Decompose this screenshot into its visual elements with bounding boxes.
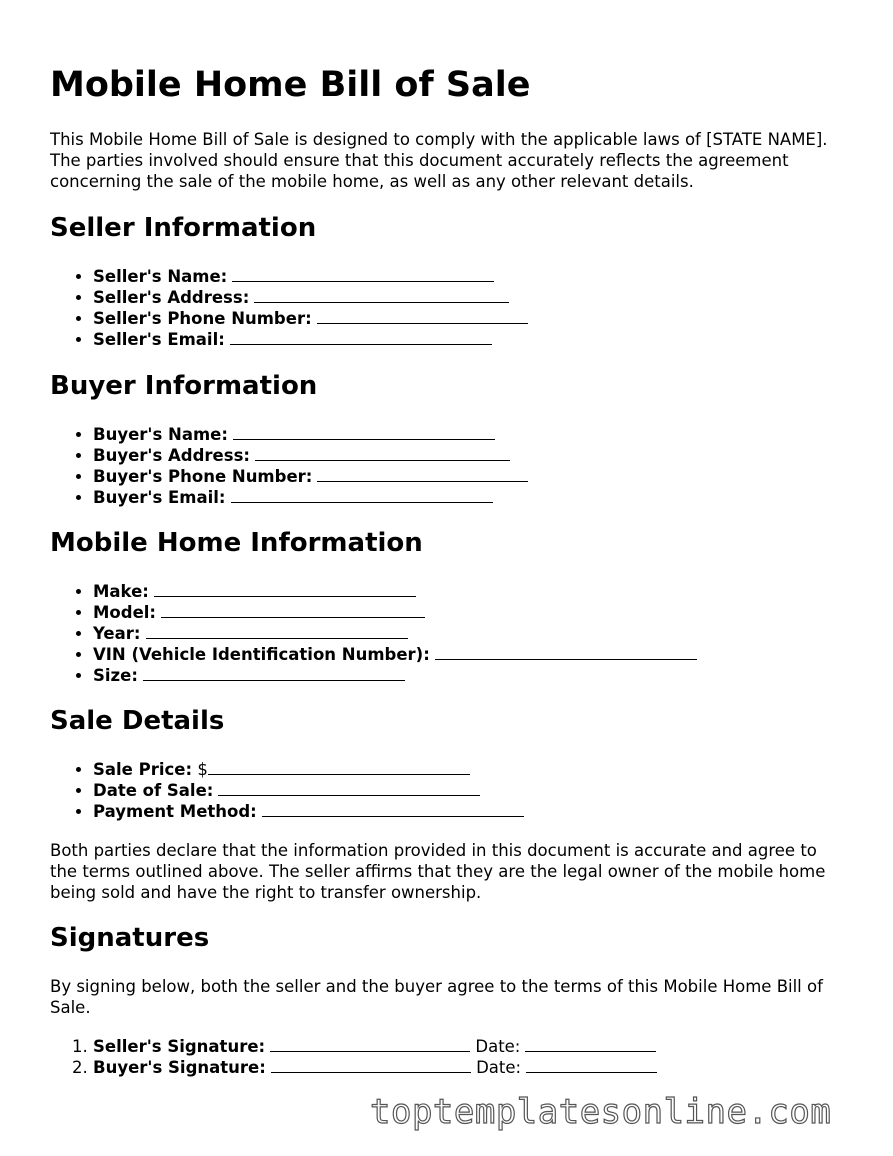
- seller-heading: Seller Information: [50, 213, 317, 243]
- list-item: [93, 287, 528, 308]
- seller-name-field[interactable]: [232, 266, 494, 282]
- list-item: [93, 445, 528, 466]
- vin-field[interactable]: [435, 644, 697, 660]
- seller-phone-label: Seller's Phone Number:: [93, 309, 312, 328]
- intro-paragraph: This Mobile Home Bill of Sale is designed to comply with the applicable laws of [STATE NAME]. The parties involved should ensure that this document accurately reflects the agreement concerning the sale of the mobile home, as well as any other relevant details.: [50, 130, 828, 191]
- buyer-name-field[interactable]: [233, 424, 495, 440]
- buyer-email-label: Buyer's Email:: [93, 488, 226, 507]
- document-title: Mobile Home Bill of Sale: [50, 65, 531, 105]
- buyer-date-label: Date:: [476, 1058, 522, 1077]
- seller-email-label: Seller's Email:: [93, 330, 225, 349]
- buyer-phone-label: Buyer's Phone Number:: [93, 467, 313, 486]
- seller-signature-label: Seller's Signature:: [93, 1037, 266, 1056]
- model-label: Model:: [93, 603, 157, 622]
- sale-date-label: Date of Sale:: [93, 781, 214, 800]
- buyer-signature-field[interactable]: [271, 1057, 471, 1073]
- seller-address-label: Seller's Address:: [93, 288, 250, 307]
- list-item: [93, 466, 528, 487]
- list-item: [93, 759, 524, 780]
- list-item: [93, 644, 697, 665]
- buyer-heading: Buyer Information: [50, 371, 318, 401]
- seller-phone-field[interactable]: [317, 308, 528, 324]
- price-field[interactable]: [208, 759, 470, 775]
- payment-method-field[interactable]: [262, 801, 524, 817]
- list-item: [93, 623, 697, 644]
- buyer-name-label: Buyer's Name:: [93, 425, 228, 444]
- model-field[interactable]: [161, 602, 425, 618]
- buyer-phone-field[interactable]: [317, 466, 528, 482]
- make-field[interactable]: [154, 581, 416, 597]
- size-field[interactable]: [143, 665, 405, 681]
- list-item: [93, 424, 528, 445]
- payment-method-label: Payment Method:: [93, 802, 257, 821]
- list-item: [93, 602, 697, 623]
- watermark-text: toptemplatesonline.com: [370, 1092, 832, 1132]
- list-item: [93, 308, 528, 329]
- sale-list: [50, 759, 524, 822]
- seller-date-field[interactable]: [525, 1036, 656, 1052]
- signatures-heading: Signatures: [50, 923, 210, 953]
- list-item: [93, 329, 528, 350]
- buyer-address-field[interactable]: [255, 445, 510, 461]
- list-item: [93, 1057, 657, 1078]
- buyer-signature-label: Buyer's Signature:: [93, 1058, 266, 1077]
- signatures-list: [50, 1036, 657, 1078]
- buyer-date-field[interactable]: [526, 1057, 657, 1073]
- list-item: [93, 801, 524, 822]
- declaration-paragraph: Both parties declare that the information provided in this document is accurate and agree to the terms outlined above. The seller affirms that they are the legal owner of the mobile home being sold and have the right to transfer ownership.: [50, 841, 826, 902]
- seller-email-field[interactable]: [230, 329, 492, 345]
- size-label: Size:: [93, 666, 138, 685]
- buyer-address-label: Buyer's Address:: [93, 446, 250, 465]
- list-item: [93, 1036, 657, 1057]
- buyer-email-field[interactable]: [231, 487, 493, 503]
- year-label: Year:: [93, 624, 141, 643]
- sale-heading: Sale Details: [50, 706, 225, 736]
- vin-label: VIN (Vehicle Identification Number):: [93, 645, 430, 664]
- signatures-intro: By signing below, both the seller and the buyer agree to the terms of this Mobile Home Bill of Sale.: [50, 977, 823, 1017]
- list-item: [93, 581, 697, 602]
- list-item: [93, 487, 528, 508]
- seller-list: [50, 266, 528, 350]
- list-item: [93, 665, 697, 686]
- buyer-list: [50, 424, 528, 508]
- seller-date-label: Date:: [475, 1037, 521, 1056]
- list-item: [93, 780, 524, 801]
- seller-address-field[interactable]: [254, 287, 509, 303]
- sale-date-field[interactable]: [218, 780, 480, 796]
- make-label: Make:: [93, 582, 149, 601]
- home-heading: Mobile Home Information: [50, 528, 423, 558]
- list-item: [93, 266, 528, 287]
- price-label: Sale Price:: [93, 760, 193, 779]
- seller-name-label: Seller's Name:: [93, 267, 228, 286]
- year-field[interactable]: [146, 623, 408, 639]
- price-prefix: $: [197, 760, 208, 779]
- seller-signature-field[interactable]: [270, 1036, 470, 1052]
- home-list: [50, 581, 697, 686]
